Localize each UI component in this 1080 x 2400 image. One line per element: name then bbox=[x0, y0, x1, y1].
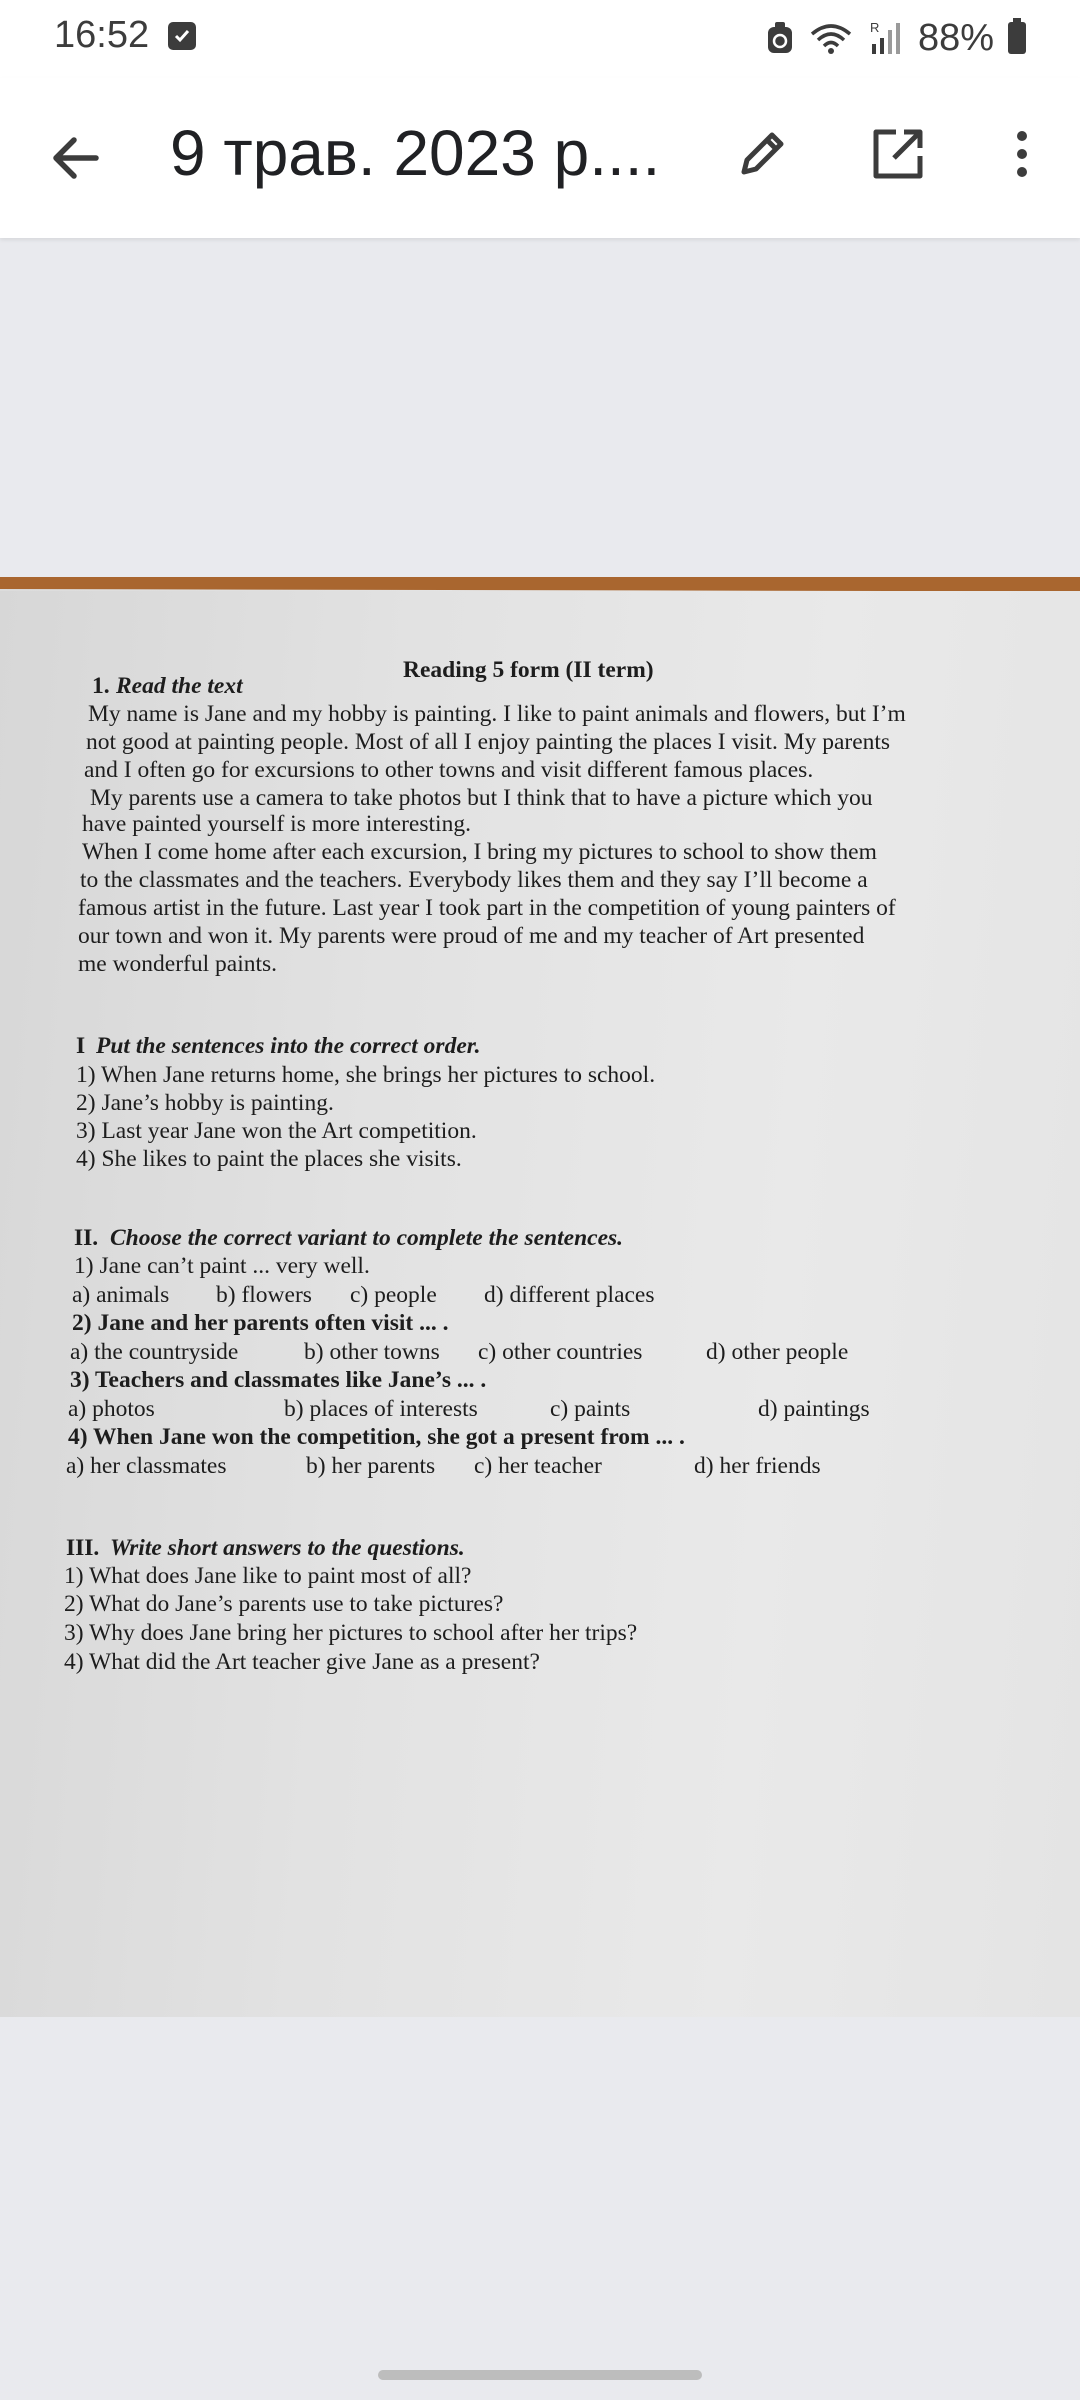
part3-title: Write short answers to the questions. bbox=[110, 1535, 465, 1561]
text-line: When I come home after each excursion, I bring my pictures to school to show them bbox=[82, 839, 877, 865]
list-item: 3) Last year Jane won the Art competition. bbox=[76, 1118, 477, 1144]
back-button[interactable] bbox=[44, 126, 108, 190]
checkbox-notification-icon bbox=[168, 22, 196, 50]
option: c) paints bbox=[550, 1396, 631, 1422]
part1-title: Put the sentences into the correct order. bbox=[96, 1033, 481, 1059]
battery-icon bbox=[1008, 22, 1026, 54]
list-item: 2) What do Jane’s parents use to take pictures? bbox=[64, 1591, 504, 1617]
document-photo[interactable] bbox=[0, 577, 1080, 2017]
wifi-icon bbox=[808, 20, 854, 56]
question: 3) Teachers and classmates like Jane’s ... . bbox=[70, 1367, 487, 1393]
list-item: 3) Why does Jane bring her pictures to school after her trips? bbox=[64, 1620, 638, 1646]
option: d) paintings bbox=[758, 1396, 870, 1422]
question: 1) Jane can’t paint ... very well. bbox=[74, 1253, 370, 1279]
task1-number: 1. bbox=[92, 673, 110, 699]
option: b) her parents bbox=[306, 1453, 436, 1479]
text-line: My name is Jane and my hobby is painting. I like to paint animals and flowers, but I’m bbox=[88, 701, 906, 727]
status-time: 16:52 bbox=[54, 14, 150, 56]
option: a) her classmates bbox=[66, 1453, 227, 1479]
text-line: to the classmates and the teachers. Everybody likes them and they say I’ll become a bbox=[80, 867, 868, 893]
list-item: 4) What did the Art teacher give Jane as a present? bbox=[64, 1649, 540, 1675]
list-item: 1) What does Jane like to paint most of all? bbox=[64, 1563, 472, 1589]
list-item: 4) She likes to paint the places she visits. bbox=[76, 1146, 462, 1172]
more-options-button[interactable] bbox=[1002, 122, 1042, 186]
page-title: 9 трав. 2023 р.... bbox=[170, 117, 661, 189]
text-line: not good at painting people. Most of all I enjoy painting the places I visit. My parents bbox=[86, 729, 891, 755]
part2-number: II. bbox=[74, 1225, 99, 1251]
status-icons bbox=[766, 14, 1026, 62]
option: c) other countries bbox=[478, 1339, 643, 1365]
text-line: My parents use a camera to take photos but I think that to have a picture which you bbox=[90, 785, 873, 811]
svg-text:R: R bbox=[869, 20, 880, 35]
signal-icon bbox=[868, 20, 904, 56]
list-item: 2) Jane’s hobby is painting. bbox=[76, 1090, 334, 1116]
option: c) people bbox=[350, 1282, 437, 1308]
cleaner-icon bbox=[766, 21, 794, 55]
option: d) other people bbox=[706, 1339, 849, 1365]
status-bar bbox=[0, 0, 1080, 78]
text-line: famous artist in the future. Last year I took part in the competition of young painters of bbox=[78, 895, 896, 921]
text-line: have painted yourself is more interesting. bbox=[82, 811, 471, 837]
option: d) different places bbox=[484, 1282, 655, 1308]
question: 2) Jane and her parents often visit ... . bbox=[72, 1310, 449, 1336]
pencil-icon bbox=[730, 122, 794, 186]
question: 4) When Jane won the competition, she got a present from ... . bbox=[68, 1424, 685, 1450]
option: a) the countryside bbox=[70, 1339, 239, 1365]
text-line: our town and won it. My parents were proud of me and my teacher of Art presented bbox=[78, 923, 865, 949]
option: c) her teacher bbox=[474, 1453, 602, 1479]
list-item: 1) When Jane returns home, she brings her pictures to school. bbox=[76, 1062, 656, 1088]
battery-percent: 88% bbox=[917, 16, 994, 59]
task1-title: Read the text bbox=[116, 673, 243, 699]
option: b) places of interests bbox=[284, 1396, 478, 1422]
open-in-app-button[interactable] bbox=[866, 122, 930, 186]
app-bar bbox=[0, 78, 1080, 238]
option: b) other towns bbox=[304, 1339, 440, 1365]
option: b) flowers bbox=[216, 1282, 312, 1308]
part3-number: III. bbox=[66, 1535, 100, 1561]
text-line: me wonderful paints. bbox=[78, 951, 278, 977]
option: a) photos bbox=[68, 1396, 155, 1422]
home-indicator[interactable] bbox=[378, 2370, 702, 2380]
option: d) her friends bbox=[694, 1453, 821, 1479]
open-external-icon bbox=[866, 122, 930, 186]
more-vertical-icon bbox=[1002, 122, 1042, 186]
worksheet-header: Reading 5 form (II term) bbox=[403, 657, 654, 683]
edit-button[interactable] bbox=[730, 122, 794, 186]
part2-title: Choose the correct variant to complete the sentences. bbox=[110, 1225, 624, 1251]
text-line: and I often go for excursions to other towns and visit different famous places. bbox=[84, 757, 814, 783]
option: a) animals bbox=[72, 1282, 170, 1308]
arrow-back-icon bbox=[44, 126, 108, 190]
part1-number: I bbox=[76, 1033, 86, 1059]
